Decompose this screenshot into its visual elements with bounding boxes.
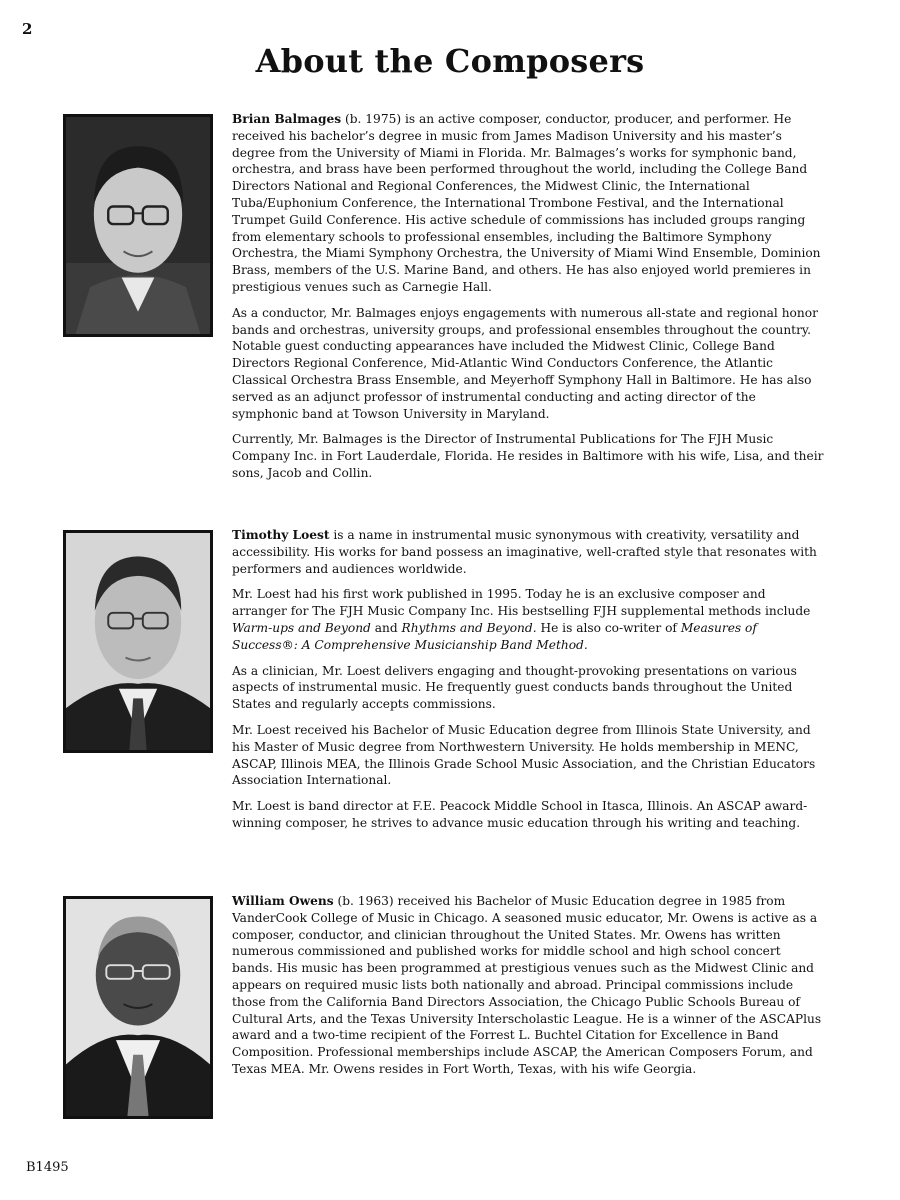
bio-paragraph [232,527,824,577]
bio-paragraph [232,111,824,296]
bio-lead-text: (b. 1975) is an active composer, conductor, producer, and performer. He received his bachelor’s degree in music from James Madison University and his master’s degree from the University of Miami in Florida. Mr. Balmages’s works for symphonic band, orchestra, and brass have been performed throughout the world, including the College Band Directors National and Regional Conferences, the Midwest Clinic, the International Tuba/Euphonium Conference, the International Trombone Festival, and the International Trumpet Guild Conference. His active schedule of commissions has included groups ranging from elementary schools to professional ensembles, including the Baltimore Symphony Orchestra, the Miami Symphony Orchestra, the University of Miami Wind Ensemble, Dominion Brass, members of the U.S. Marine Band, and others. He has also enjoyed world premieres in prestigious venues such as Carnegie Hall. [232,112,821,294]
bio-paragraph: Mr. Loest received his Bachelor of Music Education degree from Illinois State University, and his Master of Music degree from Northwestern University. He holds membership in MENC, ASCAP, Illinois MEA, the Illinois Grade School Music Association, and the Christian Educators Association International. [232,722,816,788]
page-number: 2 [22,20,33,38]
bio-paragraph [232,893,824,1078]
composer-photo-owens [63,896,213,1119]
bio-text-segment: and [370,620,402,635]
composer-bio-owens [63,896,833,1126]
composer-name: Brian Balmages [232,112,342,126]
bio-paragraph: As a conductor, Mr. Balmages enjoys engagements with numerous all-state and regional honor bands and orchestras, university groups, and professional ensembles throughout the country. Notable guest conducting appearances have included the Midwest Clinic, College Band Directors Regional Conference, Mid-Atlantic Wind Conductors Conference, the Atlantic Classical Orchestra Brass Ensemble, and Meyerhoff Symphony Hall in Baltimore. He has also served as an adjunct professor of instrumental conducting and acting director of the symphonic band at Towson University in Maryland. [232,305,818,421]
bio-text-segment: He is also co-writer of [536,620,681,635]
bio-text-loest [232,527,824,841]
page-title: About the Composers [255,42,645,80]
bio-text-segment: Mr. Loest had his first work published in 1995. Today he is an exclusive composer and arranger for The FJH Music Company Inc. His bestselling FJH supplemental methods include [232,587,811,619]
bio-paragraph [232,586,824,653]
book-title: Measures of Success®: A Comprehensive Musicianship Band Method. [232,620,757,652]
bio-paragraph: Mr. Loest is band director at F.E. Peacock Middle School in Itasca, Illinois. An ASCAP award-winning composer, he strives to advance music education through his writing and teaching. [232,799,808,830]
bio-text-owens [232,893,824,1087]
bio-text-balmages [232,111,824,491]
book-title: Warm-ups and Beyond [232,620,371,635]
bio-paragraph: As a clinician, Mr. Loest delivers engaging and thought-provoking presentations on various aspects of instrumental music. He frequently guest conducts bands throughout the United States and regularly accepts commissions. [232,663,797,712]
book-title: Rhythms and Beyond. [401,620,537,635]
portrait-balmages-image [66,117,210,334]
composer-bio-loest [63,530,833,860]
portrait-loest-image [66,533,210,750]
composer-name: Timothy Loest [232,528,330,542]
composer-bio-balmages [63,114,833,504]
bio-paragraph: Currently, Mr. Balmages is the Director of Instrumental Publications for The FJH Music Company Inc. in Fort Lauderdale, Florida. He resides in Baltimore with his wife, Lisa, and their sons, Jacob and Collin. [232,432,824,480]
composer-photo-loest [63,530,213,753]
composer-name: William Owens [232,894,334,908]
portrait-owens-image [66,899,210,1116]
publication-code: B1495 [26,1160,69,1175]
composer-photo-balmages [63,114,213,337]
bio-lead-text: (b. 1963) received his Bachelor of Music Education degree in 1985 from VanderCook College of Music in Chicago. A seasoned music educator, Mr. Owens is active as a composer, conductor, and clinician throughout the United States. Mr. Owens has written numerous commissioned and published works for middle school and high school concert bands. His music has been programmed at prestigious venues such as the Midwest Clinic and appears on required music lists both nationally and abroad. Principal commissions include those from the California Band Directors Association, the Chicago Public Schools Bureau of Cultural Arts, and the Texas University Interscholastic League. He is a winner of the ASCAPlus award and a two-time recipient of the Forrest L. Buchtel Citation for Excellence in Band Composition. Professional memberships include ASCAP, the American Composers Forum, and Texas MEA. Mr. Owens resides in Fort Worth, Texas, with his wife Georgia. [232,894,822,1076]
bio-lead-text: is a name in instrumental music synonymous with creativity, versatility and accessibility. His works for band possess an imaginative, well-crafted style that resonates with performers and audiences worldwide. [232,528,817,576]
